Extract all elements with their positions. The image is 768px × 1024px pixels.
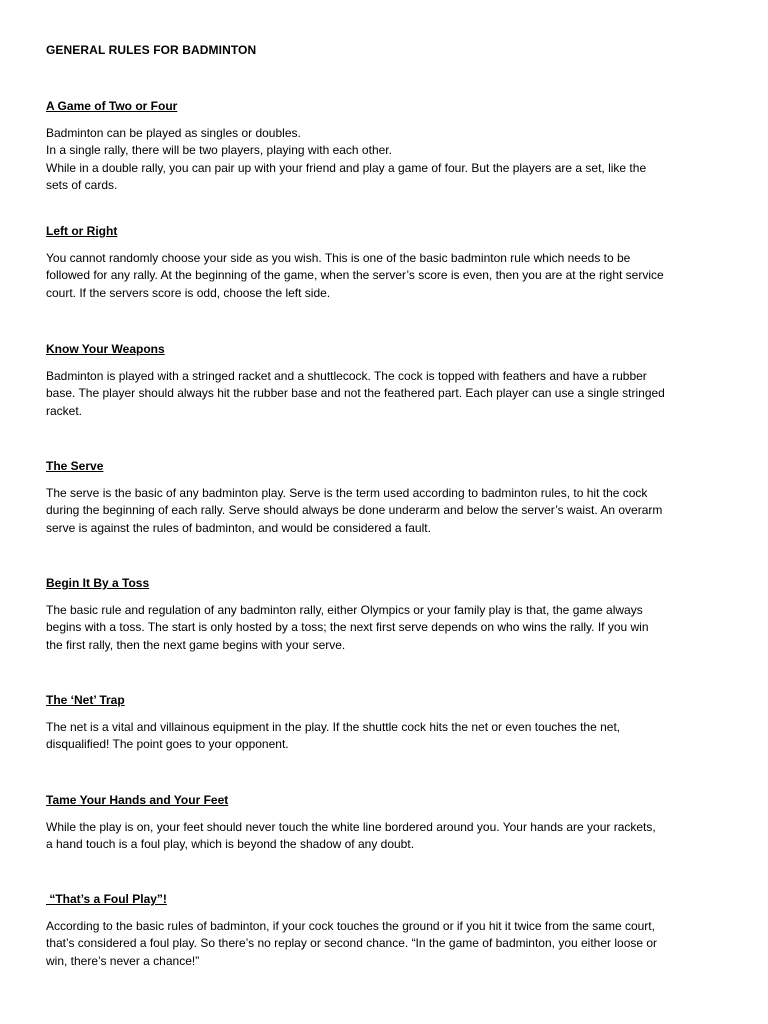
body-line: that’s considered a foul play. So there’s no replay or second chance. “In the game of badminton, you either loose or — [46, 936, 658, 950]
body-line: While in a double rally, you can pair up with your friend and play a game of four. But the players are a set, like the — [46, 160, 647, 175]
section-the-serve — [46, 458, 730, 537]
body-line: The basic rule and regulation of any badminton rally, either Olympics or your family play is that, the game always — [46, 602, 643, 617]
section-body — [46, 125, 730, 195]
body-line: Badminton is played with a stringed racket and a shuttlecock. The cock is topped with feathers and have a rubber — [46, 368, 647, 383]
body-line: serve is against the rules of badminton, and would be considered a fault. — [46, 520, 431, 535]
section-heading: A Game of Two or Four — [46, 99, 178, 113]
section-heading: The ‘Net’ Trap — [46, 693, 125, 707]
body-line: According to the basic rules of badminton, if your cock touches the ground or if you hit it twice from the same court, — [46, 918, 655, 933]
body-line: sets of cards. — [46, 178, 118, 192]
section-heading: Begin It By a Toss — [46, 576, 150, 590]
section-body — [46, 819, 730, 854]
section-tame-your-hands-and-feet — [46, 792, 730, 854]
section-thats-a-foul-play — [46, 891, 730, 970]
body-line: Badminton can be played as singles or doubles. — [46, 125, 301, 140]
body-line: The serve is the basic of any badminton play. Serve is the term used according to badminton rules, to hit the cock — [46, 485, 648, 500]
document-title: GENERAL RULES FOR BADMINTON — [46, 43, 257, 57]
body-line: a hand touch is a foul play, which is beyond the shadow of any doubt. — [46, 837, 415, 851]
body-line: base. The player should always hit the rubber base and not the feathered part. Each player can use a single stringed — [46, 386, 665, 400]
section-game-of-two-or-four — [46, 98, 730, 195]
section-body — [46, 719, 730, 754]
body-line: court. If the servers score is odd, choose the left side. — [46, 285, 331, 300]
body-line: While the play is on, your feet should never touch the white line bordered around you. Your hands are your rackets, — [46, 819, 656, 834]
section-body — [46, 250, 730, 303]
section-know-your-weapons — [46, 341, 730, 420]
body-line: In a single rally, there will be two players, playing with each other. — [46, 143, 392, 157]
body-line: disqualified! The point goes to your opponent. — [46, 737, 289, 751]
body-line: followed for any rally. At the beginning of the game, when the server’s score is even, then you are at the right service — [46, 268, 664, 282]
body-line: the first rally, then the next game begins with your serve. — [46, 637, 346, 652]
body-line: during the beginning of each rally. Serve should always be done underarm and below the server’s waist. An overarm — [46, 503, 663, 517]
section-body — [46, 602, 730, 655]
section-heading: The Serve — [46, 459, 104, 473]
body-line: You cannot randomly choose your side as you wish. This is one of the basic badminton rule which needs to be — [46, 250, 631, 265]
section-heading: Tame Your Hands and Your Feet — [46, 793, 229, 807]
section-the-net-trap — [46, 692, 730, 754]
section-left-or-right — [46, 223, 730, 302]
body-line: begins with a toss. The start is only hosted by a toss; the next first serve depends on who wins the rally. If you win — [46, 620, 649, 634]
section-body — [46, 918, 730, 971]
section-heading: “That’s a Foul Play”! — [46, 892, 167, 906]
body-line: racket. — [46, 403, 83, 418]
section-heading: Left or Right — [46, 224, 118, 238]
section-heading: Know Your Weapons — [46, 342, 165, 356]
section-begin-it-by-a-toss — [46, 575, 730, 654]
section-body — [46, 485, 730, 538]
body-line: The net is a vital and villainous equipment in the play. If the shuttle cock hits the net or even touches the net, — [46, 719, 621, 734]
body-line: win, there’s never a chance!” — [46, 953, 200, 968]
section-body — [46, 368, 730, 421]
